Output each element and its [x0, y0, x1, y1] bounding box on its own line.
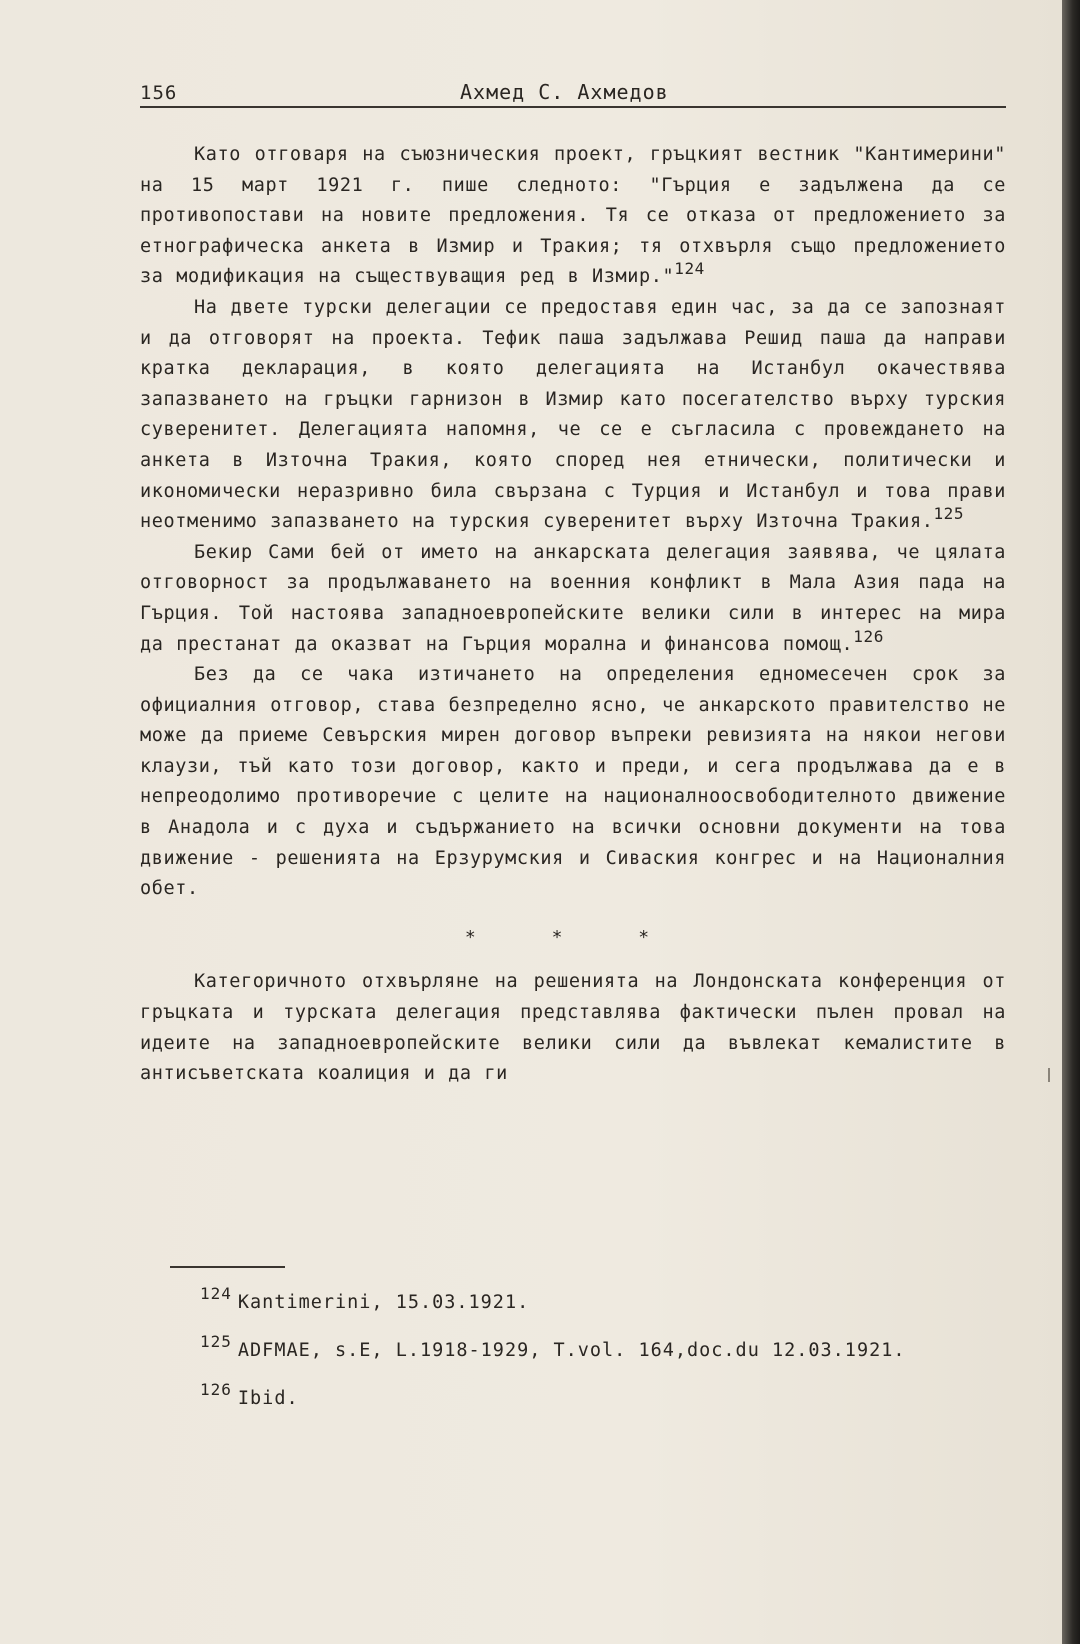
footnote-text: ADFMAE, s.E, L.1918-1929, T.vol. 164,doc.du 12.03.1921. — [237, 1339, 906, 1361]
footnote-ref-126: 126 — [853, 626, 884, 646]
footnote-item — [200, 1318, 1040, 1366]
paragraph-5-text: Категоричното отхвърляне на решенията на Лондонската конференция от гръцката и турската делегация представлява фактически пълен провал на идеите на западноевропейските велики сили да въвлекат кемалистите в антисъветската коалиция и да ги — [140, 971, 1006, 1085]
footnotes — [200, 1270, 1040, 1414]
paragraph-1-text: Като отговаря на съюзническия проект, гръцкият вестник "Кантимерини" на 15 март 1921 г. пише следното: "Гърция е задължена да се противопостави на новите предложения. Тя се отказа от предложението за етнографическа анкета в Измир и Тракия; тя отхвърля също предложението за модификация на съществуващия ред в Измир." — [140, 144, 1006, 288]
main-text — [140, 140, 1006, 1090]
footnote-item — [200, 1270, 1040, 1318]
paragraph-2-text: На двете турски делегации се предоставя един час, за да се запознаят и да отговорят на проекта. Тефик паша задължава Решид паша да направи кратка декларация, в която делегацията на Истанбул окачествява запазването на гръцки гарнизон в Измир като посегателство върху турския суверенитет. Делегацията напомня, че се е съгласила с провеждането на анкета в Източна Тракия, която според нея етнически, политически и икономически неразривно била свързана с Турция и Истанбул и това прави неотменимо запазването на турския суверенитет върху Източна Тракия. — [140, 296, 1006, 533]
footnote-number: 126 — [200, 1380, 232, 1399]
paragraph-3 — [140, 538, 1006, 660]
paragraph-2 — [140, 293, 1006, 538]
running-header — [140, 78, 1006, 108]
footnote-text: Kantimerini, 15.03.1921. — [237, 1291, 530, 1313]
paragraph-4-text: Без да се чака изтичането на определения едномесечен срок за официалния отговор, става безпределно ясно, че анкарското правителство не може да приеме Севърския мирен договор въпреки ревизията на някои негови клаузи, тъй като този договор, както и преди, и сега продължава да е в непреодолимо противоречие с целите на националноосвободителното движение в Анадола и с духа и съдържанието на всички основни документи на това движение - решенията на Ерзурумския и Сиваския конгрес и на Националния обет. — [140, 664, 1006, 900]
footnote-text: Ibid. — [237, 1387, 299, 1409]
paragraph-5 — [140, 967, 1006, 1089]
footnote-item — [200, 1366, 1040, 1414]
paragraph-1 — [140, 140, 1006, 293]
footnote-number: 124 — [200, 1284, 232, 1303]
paragraph-4 — [140, 660, 1006, 905]
page-binding-edge — [1062, 0, 1080, 1644]
footnote-ref-124: 124 — [674, 259, 705, 279]
page-number: 156 — [140, 82, 178, 104]
section-separator: * * * — [464, 926, 682, 948]
margin-mark — [1048, 1068, 1050, 1082]
paragraph-3-text: Бекир Сами бей от името на анкарската делегация заявява, че цялата отговорност за продължаването на военния конфликт в Мала Азия пада на Гърция. Той настоява западноевропейските велики сили в интерес на мира да престанат да оказват на Гърция морална и финансова помощ. — [140, 541, 1006, 655]
footnote-divider — [170, 1266, 285, 1268]
running-head-author: Ахмед С. Ахмедов — [460, 80, 669, 104]
footnote-ref-125: 125 — [933, 504, 965, 524]
footnote-number: 125 — [200, 1332, 232, 1351]
